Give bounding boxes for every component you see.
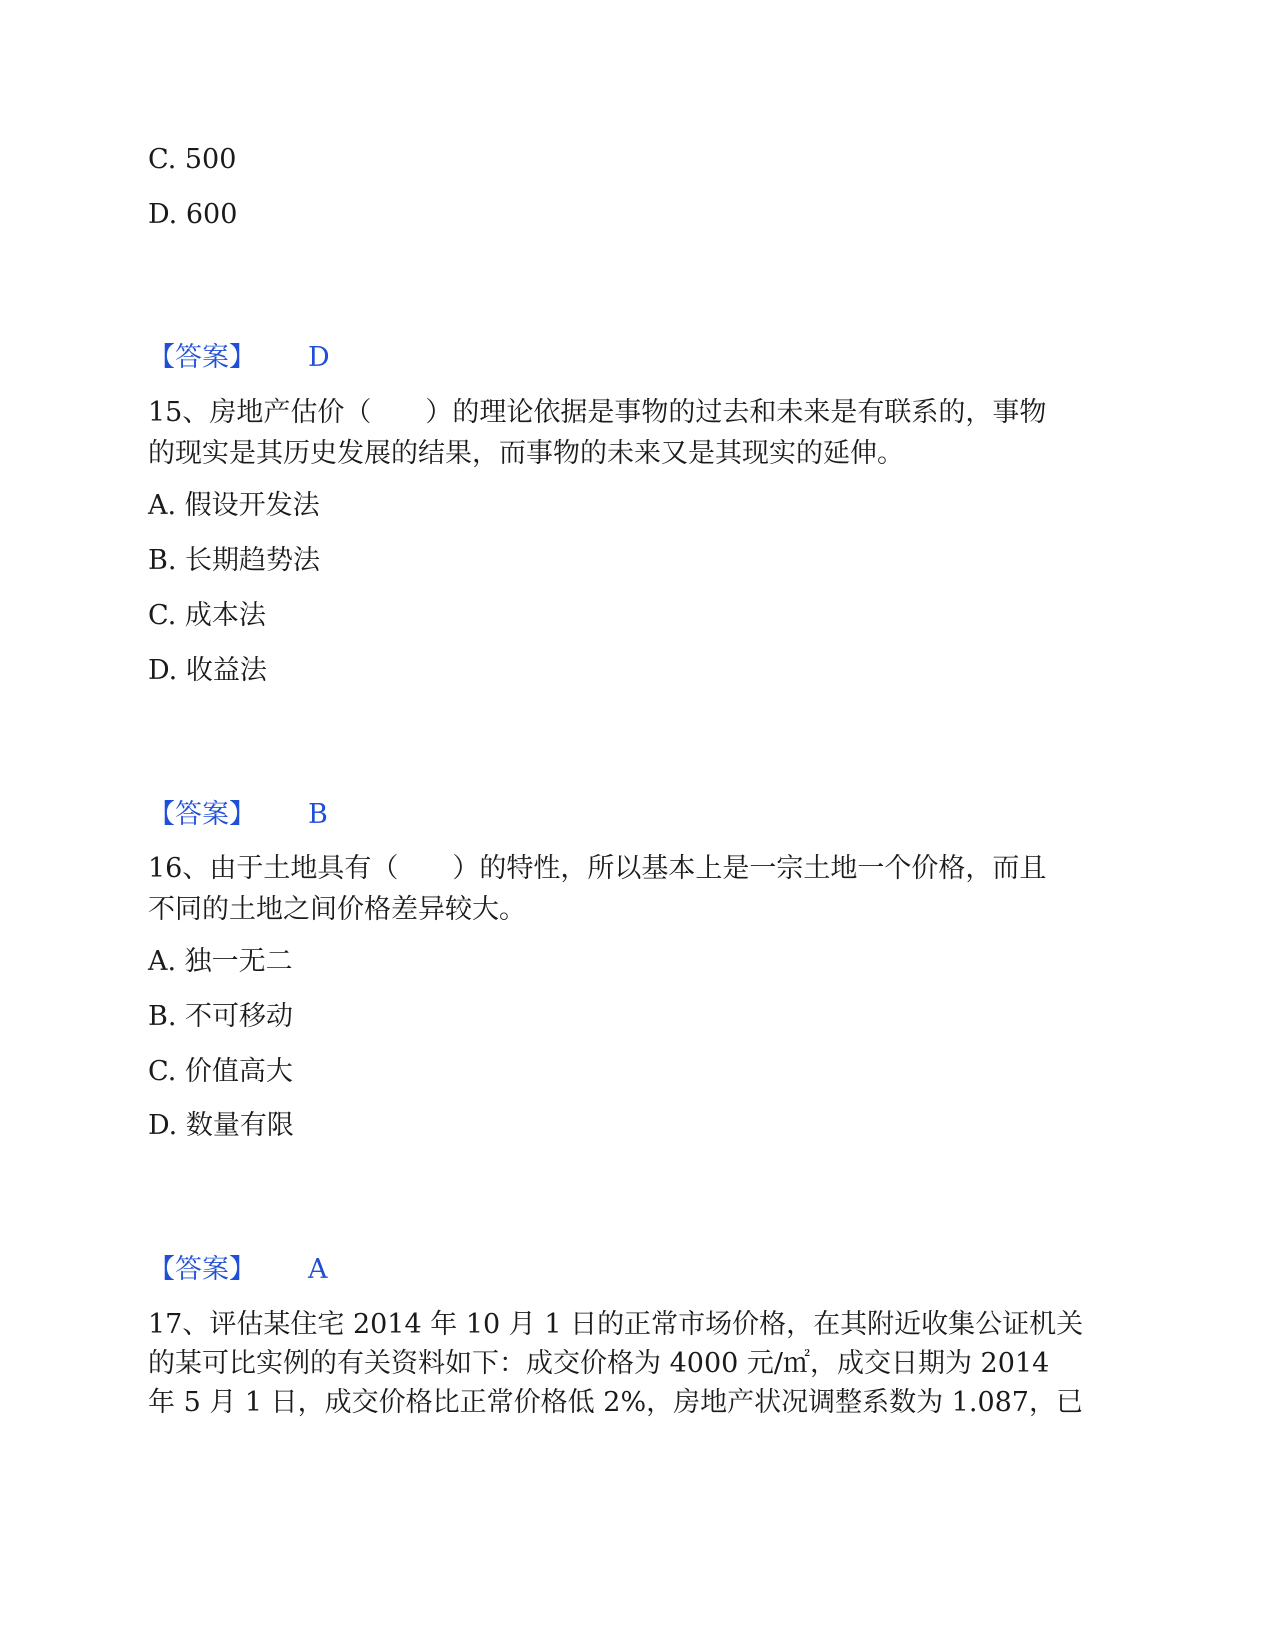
question-16-option-b: B. 不可移动 xyxy=(148,1001,294,1032)
question-16-answer xyxy=(148,1250,328,1290)
question-15-option-a: A. 假设开发法 xyxy=(148,490,320,521)
question-15-answer xyxy=(148,795,328,835)
question-17-line-3: 年 5 月 1 日，成交价格比正常价格低 2%，房地产状况调整系数为 1.087，已 xyxy=(148,1387,1083,1418)
question-16-line-2: 不同的土地之间价格差异较大。 xyxy=(148,894,526,925)
question-17-line-1: 17、评估某住宅 2014 年 10 月 1 日的正常市场价格，在其附近收集公证机关 xyxy=(148,1309,1084,1340)
answer-value: B xyxy=(308,799,328,830)
question-16-option-c: C. 价值高大 xyxy=(148,1056,293,1087)
question-16-line-1: 16、由于土地具有（ ）的特性，所以基本上是一宗土地一个价格，而且 xyxy=(148,853,1047,884)
option-c: C. 500 xyxy=(148,144,237,175)
question-17-line-2: 的某可比实例的有关资料如下：成交价格为 4000 元/㎡，成交日期为 2014 xyxy=(148,1348,1050,1379)
answer-value: D xyxy=(308,342,330,373)
answer-label: 【答案】 xyxy=(148,342,256,373)
answer-line xyxy=(148,338,330,378)
question-15-line-2: 的现实是其历史发展的结果，而事物的未来又是其现实的延伸。 xyxy=(148,438,904,469)
question-16-option-d: D. 数量有限 xyxy=(148,1110,294,1141)
answer-value: A xyxy=(308,1254,328,1285)
question-15-option-d: D. 收益法 xyxy=(148,655,267,686)
question-15-option-b: B. 长期趋势法 xyxy=(148,545,321,576)
answer-label: 【答案】 xyxy=(148,799,256,830)
question-15-option-c: C. 成本法 xyxy=(148,600,266,631)
question-15-line-1: 15、房地产估价（ ）的理论依据是事物的过去和未来是有联系的，事物 xyxy=(148,397,1047,428)
question-16-option-a: A. 独一无二 xyxy=(148,946,293,977)
answer-label: 【答案】 xyxy=(148,1254,256,1285)
option-d: D. 600 xyxy=(148,199,238,230)
